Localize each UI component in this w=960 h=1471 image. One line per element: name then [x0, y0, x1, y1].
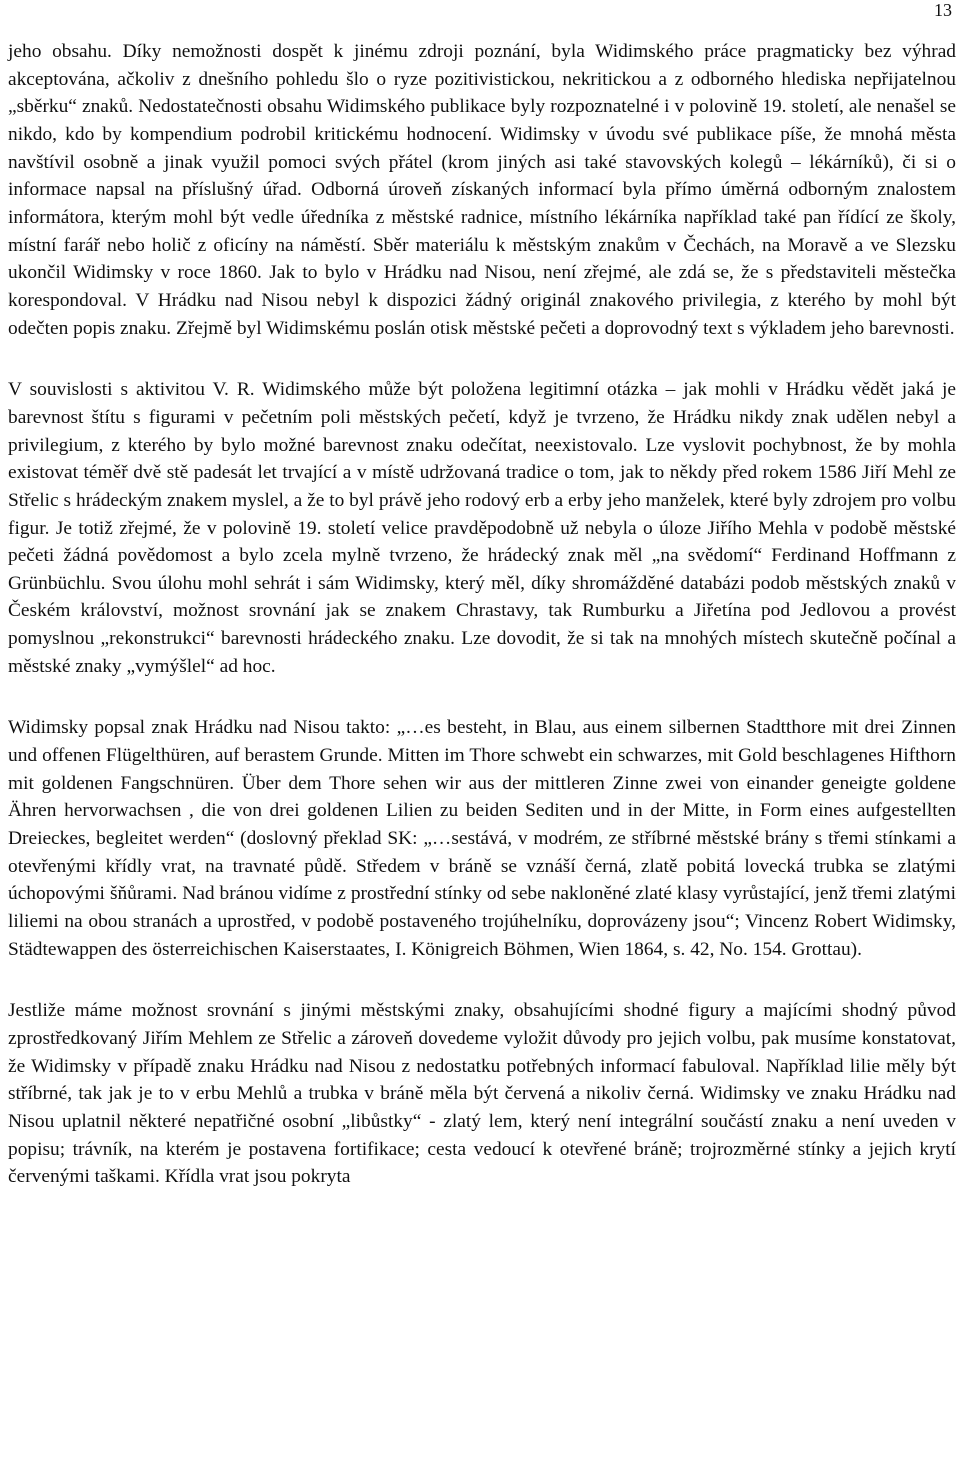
- paragraph-4: Jestliže máme možnost srovnání s jinými městskými znaky, obsahujícími shodné figury a majícími shodný původ zprostředkovaný Jiřím Mehlem ze Střelic a zároveň dovedeme vyložit důvody pro jejich volbu, pak musíme konstatovat, že Widimsky v případě znaku Hrádku nad Nisou z nedostatku potřebných informací fabuloval. Například lilie měly být stříbrné, tak jak je to v erbu Mehlů a trubka v bráně měla být červená a nikoliv černá. Widimsky ve znaku Hrádku nad Nisou uplatnil některé nepatřičné osobní „libůstky“ - zlatý lem, který není integrální součástí znaku a není uveden v popisu; trávník, na kterém je postavena fortifikace; cesta vedoucí k otevřené bráně; trojrozměrné stínky a jejich krytí červenými taškami. Křídla vrat jsou pokryta: [8, 1000, 956, 1188]
- document-body: [8, 38, 956, 1191]
- paragraph-1: jeho obsahu. Díky nemožnosti dospět k jinému zdroji poznání, byla Widimského práce pragmaticky bez výhrad akceptována, ačkoliv z dnešního pohledu šlo o ryze pozitivistickou, nekritickou a z odborného hlediska nepřijatelnou „sběrku“ znaků. Nedostatečnosti obsahu Widimského publikace byly rozpoznatelné i v polovině 19. století, ale nenašel se nikdo, kdo by kompendium podrobil kritickému hodnocení. Widimsky v úvodu své publikace píše, že mnohá města navštívil osobně a jinak využil pomoci svých přátel (krom jiných asi také stavovských kolegů – lékárníků), či si o informace napsal na příslušný úřad. Odborná úroveň získaných informací byla přímo úměrná odborným znalostem informátora, kterým mohl být vedle úředníka z městské radnice, místního lékárníka například také pan řídící ze školy, místní farář nebo holič z oficíny na náměstí. Sběr materiálu k městským znakům v Čechách, na Moravě a ve Slezsku ukončil Widimsky v roce 1860. Jak to bylo v Hrádku nad Nisou, není zřejmé, ale zdá se, že s představiteli městečka korespondoval. V Hrádku nad Nisou nebyl k dispozici žádný originál znakového privilegia, z kterého by mohl být odečten popis znaku. Zřejmě byl Widimskému poslán otisk městské pečeti a doprovodný text s výkladem jeho barevnosti.: [8, 41, 956, 339]
- paragraph-3: Widimsky popsal znak Hrádku nad Nisou takto: „…es besteht, in Blau, aus einem silbernen Stadtthore mit drei Zinnen und offenen Flügelthüren, auf berastem Grunde. Mitten im Thore schwebt ein schwarzes, mit Gold beschlagenes Hifthorn mit goldenen Fangschnüren. Über dem Thore sehen wir aus der mittleren Zinne zwei von einander geneigte goldene Ähren hervorwachsen , die von drei goldenen Lilien zu beiden Sediten und in der Mitte, in Form eines aufgestellten Dreieckes, begleitet werden“ (doslovný překlad SK: „…sestává, v modrém, ze stříbrné městské brány s třemi stínkami a otevřenými křídly vrat, na travnaté půdě. Středem v bráně se vznáší černá, zlatě pobitá lovecká trubka se zlatými úchopovými šňůrami. Nad bránou vidíme z prostřední stínky od sebe nakloněné zlaté klasy vyrůstající, jenž třemi zlatými liliemi na obou stranách a uprostřed, v podobě postaveného trojúhelníku, doprovázeny jsou“; Vincenz Robert Widimsky, Städtewappen des österreichischen Kaiserstaates, I. Königreich Böhmen, Wien 1864, s. 42, No. 154. Grottau).: [8, 717, 956, 960]
- paragraph-2: V souvislosti s aktivitou V. R. Widimského může být položena legitimní otázka – jak mohli v Hrádku vědět jaká je barevnost štítu s figurami v pečetním poli městských pečetí, když je tvrzeno, že Hrádku nikdy znak udělen nebyl a privilegium, z kterého by bylo možné barevnost znaku odečítat, neexistovalo. Lze vyslovit pochybnost, že by mohla existovat téměř dvě stě padesát let trvající a v místě udržovaná tradice o tom, jak to někdy před rokem 1586 Jiří Mehl ze Střelic s hrádeckým znakem myslel, a že to byl právě jeho rodový erb a erby jeho manželek, které byly zdrojem pro volbu figur. Je totiž zřejmé, že v polovině 19. století velice pravděpodobně už nebyla o úloze Jiřího Mehla v podobě městské pečeti žádná povědomost a bylo zcela mylně tvrzeno, že hrádecký znak měl „na svědomí“ Ferdinand Hoffmann z Grünbüchlu. Svou úlohu mohl sehrát i sám Widimsky, který měl, díky shromážděné databázi podob městských znaků v Českém království, možnost srovnání jak se znakem Chrastavy, tak Rumburku a Jiřetína pod Jedlovou a provést pomyslnou „rekonstrukci“ barevnosti hrádeckého znaku. Lze dovodit, že si tak na mnohých místech skutečně počínal a městské znaky „vymýšlel“ ad hoc.: [8, 379, 956, 677]
- page-number: 13: [934, 0, 952, 20]
